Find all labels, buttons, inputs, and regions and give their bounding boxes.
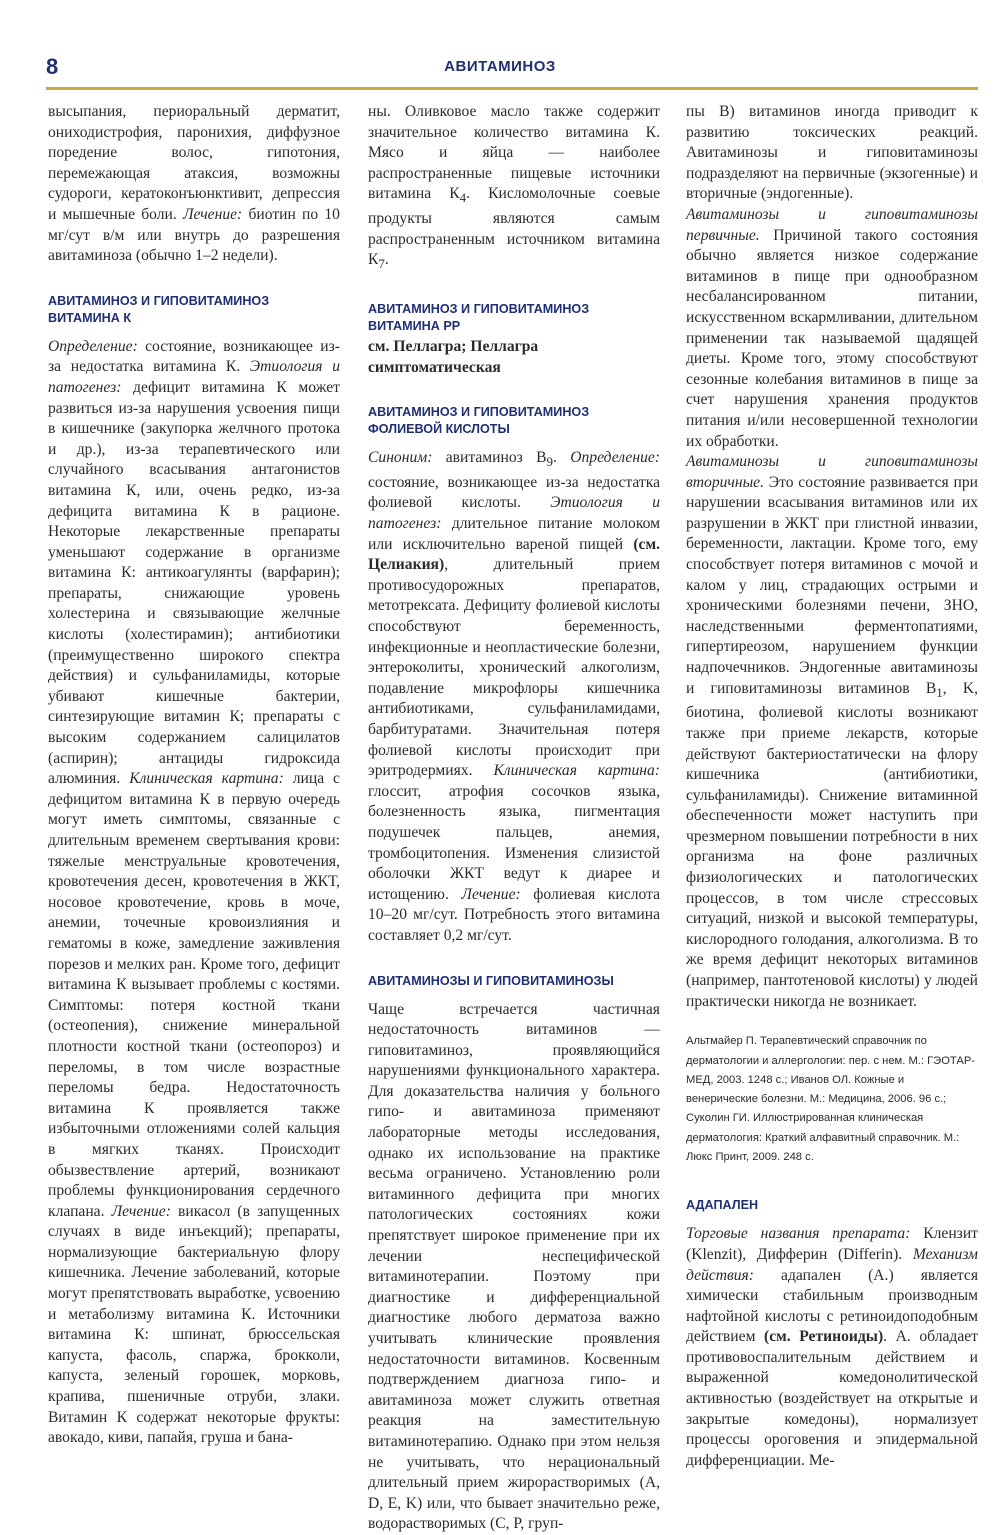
mechanism-text: адапален (А.) является химически стабильным производным нафтойной кислоты с ретиноидоподобным действием bbox=[686, 1266, 978, 1346]
clinical-label: Клиническая картина: bbox=[493, 762, 660, 780]
secondary-text: Это состояние развивается при нарушении всасывания витаминов или их разрушении в ЖКТ при глистной инвазии, беременности, лактации. Кроме того, ему способствует потеря витаминов с мочой и калом у лиц, страдающих острыми и хроническими болезнями печени, ЗНО, наследственными ферментопатиями, гипертиреозом, нарушением функции надпочечников. Эндогенные авитаминозы и гиповитаминозы витаминов B bbox=[686, 473, 978, 697]
cross-reference-pellagra: см. Пеллагра; Пеллагра симптоматическая bbox=[368, 337, 539, 376]
section-heading-vitamin-k: АВИТАМИНОЗ И ГИПОВИТАМИНОЗ ВИТАМИНА К bbox=[48, 293, 270, 325]
paragraph-vitamin-k-continued bbox=[368, 102, 660, 275]
section-heading-folic-acid: АВИТАМИНОЗ И ГИПОВИТАМИНОЗ ФОЛИЕВОЙ КИСЛОТЫ bbox=[368, 405, 590, 437]
trade-names-label: Торговые названия препарата: bbox=[686, 1225, 911, 1243]
cross-reference-retinoids: (см. Ретиноиды) bbox=[764, 1328, 884, 1346]
page-header bbox=[0, 0, 1000, 92]
treatment-label: Лечение: bbox=[111, 1202, 171, 1220]
etiology-text: , длительный прием противосудорожных препаратов, метотрексата. Дефициту фолиевой кислоты способствуют беременность, инфекционные и неопластические болезни, энтероколиты, хронический алкоголизм, подавление микрофлоры кишечника антибиотиками, сульфаниламидами, барбитуратами. Значительная потеря фолиевой кислоты происходит при эритродермиях. bbox=[368, 556, 660, 780]
paragraph-secondary bbox=[686, 452, 978, 1012]
running-title: АВИТАМИНОЗ bbox=[444, 58, 556, 75]
mechanism-text: . А. обладает противовоспалительным действием и выраженной комедонолитической активностью (воздействует на открытые и закрытые комедоны), нормализует процессы ороговения и эпидермальной дифференциации. Ме- bbox=[686, 1328, 978, 1469]
column-right bbox=[686, 102, 978, 1471]
references: Альтмайер П. Терапевтический справочник по дерматологии и аллергологии: пер. с нем. М.: ГЭОТАР-МЕД, 2003. 1248 с.; Иванов ОЛ. Кожные и венерические болезни. М.: Медицина, 2006. 96 с.; Суколин ГИ. Иллюстрированная клиническая дерматология: Краткий алфавитный справочник. М.: Люкс Принт, 2009. 248 с. bbox=[686, 1035, 976, 1164]
primary-text: Причиной такого состояния обычно является низкое содержание витаминов в пище при однообразном несбалансированном питании, искусственном вскармливании, длительном применении так называемой щадящей диеты. Кроме того, этому способствуют сезонные колебания витаминов в пище за счет нарушения хранения продуктов питания и/или несовершенной технологии их обработки. bbox=[686, 226, 979, 450]
etiology-text: длительное питание молоком или исключительно вареной пищей bbox=[368, 515, 660, 553]
biotin-symptoms-text: высыпания, периоральный дерматит, ониходистрофия, паронихия, диффузное поредение волос, гипотония, перемежающая атаксия, возможны судороги, кератоконъюнктивит, депрессия и мышечные боли. bbox=[48, 103, 340, 223]
mechanism-label: Механизм действия: bbox=[686, 1245, 978, 1284]
clinical-label: Клиническая картина: bbox=[129, 770, 284, 788]
section-heading-avitaminoses: АВИТАМИНОЗЫ И ГИПОВИТАМИНОЗЫ bbox=[368, 973, 614, 988]
section-heading-vitamin-pp: АВИТАМИНОЗ И ГИПОВИТАМИНОЗ ВИТАМИНА РР bbox=[368, 301, 590, 333]
treatment-label: Лечение: bbox=[182, 205, 243, 223]
paragraph-avitaminoses-continued: пы B) витаминов иногда приводит к развитию токсических реакций. Авитаминозы и гиповитаминозы подразделяют на первичные (экзогенные) и вторичные (эндогенные). bbox=[686, 103, 978, 203]
section-heading-adapalene: АДАПАЛЕН bbox=[686, 1198, 759, 1213]
cross-reference-celiac: (см. Целиакия) bbox=[368, 535, 660, 574]
definition-text: состояние, возникающее из-за недостатка фолиевой кислоты. bbox=[368, 473, 660, 512]
page-number: 8 bbox=[46, 54, 59, 79]
vitamin-k-sources-text: . Кисломолочные соевые продукты являются самым распространенным источником витамина К bbox=[368, 185, 660, 269]
paragraph-folic-acid bbox=[368, 448, 660, 946]
paragraph-adapalene bbox=[686, 1224, 978, 1471]
subscript: 1 bbox=[936, 684, 943, 700]
column-middle bbox=[368, 102, 660, 1535]
subscript: 7 bbox=[378, 256, 385, 272]
synonym-text: авитаминоз В bbox=[445, 449, 547, 467]
treatment-label: Лечение: bbox=[461, 885, 521, 903]
biotin-treatment-text: биотин по 10 мг/сут в/м или внутрь до разрешения авитаминоза (обычно 1–2 недели). bbox=[48, 205, 340, 265]
etiology-text: дефицит витамина К может развиться из-за нарушения усвоения пищи в кишечнике (закупорка желчного протока и др.), из-за терапевтического или случайного всасывания антагонистов витамина К, или, очень редко, из-за дефицита витамина К в рационе. Некоторые лекарственные препараты уменьшают содержание в организме витамина К: антикоагулянты (варфарин); препараты, снижающие уровень холестерина и связывающие желчные кислоты (холестирамин); антибиотики (преимущественно широкого спектра действия) и сульфаниламиды, которые убивают кишечные бактерии, синтезирующие витамин К; препараты с высоким содержанием салицилатов (аспирин); антациды гидроксида алюминия. bbox=[48, 378, 340, 788]
clinical-text: глоссит, атрофия сосочков языка, болезненность языка, пигментация подушечек пальцев, анемия, тромбоцитопения. Изменения слизистой оболочки ЖКТ ведут к диарее и истощению. bbox=[368, 782, 660, 903]
subscript: 9 bbox=[546, 454, 554, 470]
definition-label: Определение: bbox=[570, 449, 660, 467]
paragraph-biotin-end bbox=[48, 102, 340, 267]
vitamin-k-sources-text: ны. Оливковое масло также содержит значительное количество витамина К. Мясо и яйца — наиболее распространенные пищевые источники витамина К bbox=[368, 103, 660, 203]
etiology-label: Этиология и патогенез: bbox=[368, 494, 661, 533]
trade-names-text: Клензит (Klenzit), Дифферин (Differin). bbox=[686, 1225, 978, 1263]
paragraph-avitaminoses: Чаще встречается частичная недостаточность витаминов — гиповитаминоз, проявляющийся нарушениями функционального характера. Для доказательства наличия у больного гипо- и авитаминоза применяют лабораторные методы исследования, однако их использование на практике весьма ограничено. Установлению роли витаминного дефицита при многих патологических состояниях кожи препятствует широкое применение при их лечении неспецифической витаминотерапии. Поэтому при диагностике и дифференциальной диагностике любого дерматоза важно учитывать клинические проявления недостаточности витаминов. Косвенным подтверждением диагноза гипо- и авитаминоза может служить ответная реакция на заместительную витаминотерапию. Однако при этом нельзя не учитывать, что нерациональный длительный прием жирорастворимых (A, D, E, K) или, что бывает значительно реже, водорастворимых (C, P, груп- bbox=[368, 1000, 660, 1533]
etiology-label: Этиология и патогенез: bbox=[48, 358, 340, 396]
treatment-text: викасол (в запущенных случаях в виде инъекций); препараты, нормализующие бактериальную флору кишечника. Лечение заболеваний, которые могут препятствовать выработке, усвоению и метаболизму витамина К. Источники витамина К: шпинат, брюссельская капуста, фасоль, спаржа, брокколи, капуста, зеленый горошек, морковь, крапива, пшеничные отруби, злаки. Витамин К содержат некоторые фрукты: авокадо, киви, папайя, груша и бана- bbox=[48, 1202, 340, 1447]
subscript: 4 bbox=[459, 190, 467, 206]
treatment-text: фолиевая кислота 10–20 мг/сут. Потребность этого витамина составляет 0,2 мг/сут. bbox=[368, 885, 660, 944]
header-rule bbox=[46, 87, 978, 90]
definition-text: состояние, возникающее из-за недостатка витамина К. bbox=[48, 337, 340, 376]
column-left bbox=[48, 102, 340, 1449]
clinical-text: лица с дефицитом витамина К в первую очередь могут иметь симптомы, связанные с длительным временем свертывания крови: тяжелые менструальные кровотечения, кровотечения десен, кровотечения в ЖКТ, носовое кровотечение, кровь в моче, анемии, точечные кровоизлияния и гематомы в коже, замедление заживления порезов и мелких ран. Кроме того, дефицит витамина К вызывает проблемы с костями. Симптомы: потеря костной ткани (остеопения), снижение минеральной плотности костной ткани (остеопороз) и переломы, в том числе возрастные переломы бедра. Недостаточность витамина К проявляется также избыточными отложениями солей кальция в мягких тканях. Происходит обызвествление артерий, возникают проблемы функционирования сердечного клапана. bbox=[48, 770, 340, 1220]
punctuation: . bbox=[553, 449, 557, 467]
synonym-label: Синоним: bbox=[368, 449, 433, 467]
definition-label: Определение: bbox=[48, 337, 138, 355]
paragraph-vitamin-k bbox=[48, 337, 340, 1449]
primary-label: Авитаминозы и гиповитаминозы первичные. bbox=[686, 205, 978, 244]
secondary-text: , K, биотина, фолиевой кислоты возникают также при приеме лекарств, которые действуют бактериостатически на флору кишечника (антибиотики, сульфаниламиды). Снижение витаминной обеспеченности может наступить при чрезмерном повышении потребности в них организма на фоне различных физиологических и патологических процессов, в том числе стрессовых ситуаций, низкой и высокой температуры, кислородного голодания, алкоголизма. В то же время дефицит некоторых витаминов (например, пантотеновой кислоты) у людей практически никогда не возникает. bbox=[686, 679, 978, 1010]
secondary-label: Авитаминозы и гиповитаминозы вторичные. bbox=[686, 453, 978, 491]
paragraph-primary bbox=[686, 205, 978, 452]
punctuation: . bbox=[384, 251, 389, 269]
